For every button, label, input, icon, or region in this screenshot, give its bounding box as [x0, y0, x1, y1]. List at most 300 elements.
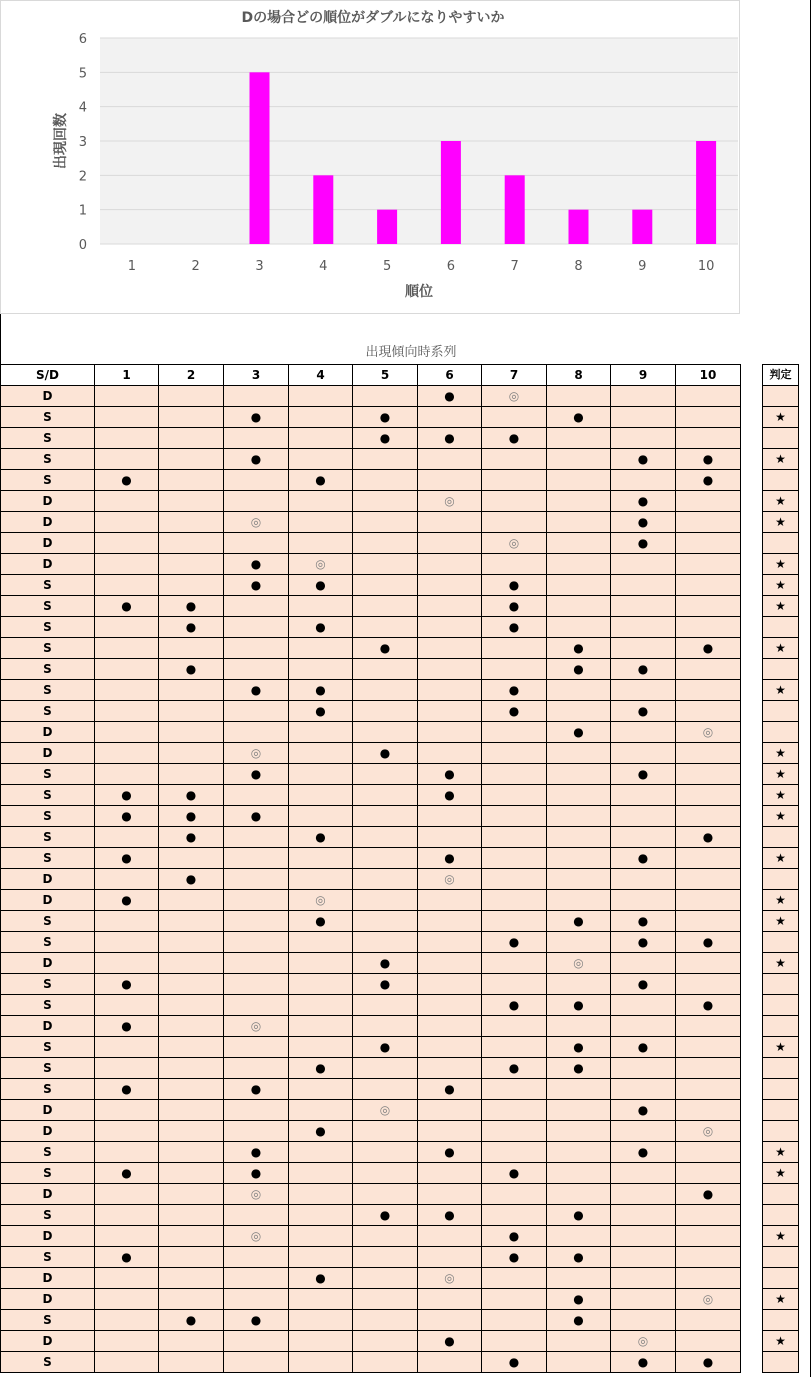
rank-cell — [159, 932, 224, 953]
dot-mark: ● — [95, 1163, 159, 1184]
double-mark: ◎ — [482, 386, 547, 407]
table-row — [1, 1268, 741, 1289]
rank-cell — [418, 575, 482, 596]
rank-cell — [224, 659, 289, 680]
bar — [696, 141, 716, 244]
star-mark: ★ — [763, 1289, 799, 1310]
rank-cell — [418, 932, 482, 953]
judge-cell — [763, 428, 799, 449]
double-mark: ◎ — [224, 1226, 289, 1247]
dot-mark: ● — [95, 806, 159, 827]
rank-cell — [676, 428, 741, 449]
dot-mark: ● — [418, 1205, 482, 1226]
rank-cell — [676, 1037, 741, 1058]
sd-cell: S — [1, 428, 95, 449]
rank-cell — [159, 848, 224, 869]
x-axis-label: 順位 — [405, 284, 433, 300]
rank-cell — [224, 953, 289, 974]
rank-cell — [224, 1352, 289, 1373]
table-row — [1, 1142, 741, 1163]
double-mark: ◎ — [353, 1100, 418, 1121]
bar — [632, 210, 652, 244]
table-row — [1, 596, 741, 617]
rank-cell — [159, 638, 224, 659]
table-row — [1, 827, 741, 848]
rank-cell — [224, 869, 289, 890]
rank-cell — [611, 1289, 676, 1310]
rank-cell — [547, 596, 611, 617]
rank-cell — [289, 764, 353, 785]
rank-cell — [95, 1205, 159, 1226]
dot-mark: ● — [159, 869, 224, 890]
table-row — [1, 1226, 741, 1247]
table-row — [1, 974, 741, 995]
rank-cell — [289, 932, 353, 953]
rank-cell — [95, 1037, 159, 1058]
sd-cell: S — [1, 1205, 95, 1226]
star-mark: ★ — [763, 1331, 799, 1352]
rank-cell — [224, 974, 289, 995]
star-mark: ★ — [763, 407, 799, 428]
sd-cell: S — [1, 575, 95, 596]
judge-row — [763, 1352, 799, 1373]
rank-cell — [547, 617, 611, 638]
dot-mark: ● — [676, 470, 741, 491]
sd-cell: S — [1, 932, 95, 953]
judge-row — [763, 512, 799, 533]
rank-cell — [418, 1226, 482, 1247]
table-row — [1, 995, 741, 1016]
rank-cell — [95, 701, 159, 722]
dot-mark: ● — [547, 1058, 611, 1079]
dot-mark: ● — [482, 428, 547, 449]
rank-cell — [95, 386, 159, 407]
dot-mark: ● — [159, 827, 224, 848]
rank-cell — [353, 1079, 418, 1100]
rank-cell — [95, 554, 159, 575]
rank-cell — [224, 1331, 289, 1352]
sd-cell: S — [1, 1163, 95, 1184]
sd-cell: S — [1, 1142, 95, 1163]
rank-cell — [418, 743, 482, 764]
dot-mark: ● — [547, 911, 611, 932]
table-row — [1, 617, 741, 638]
star-mark: ★ — [763, 596, 799, 617]
table-row — [1, 1037, 741, 1058]
dot-mark: ● — [611, 1142, 676, 1163]
judge-row — [763, 680, 799, 701]
rank-cell — [159, 974, 224, 995]
rank-cell — [676, 512, 741, 533]
dot-mark: ● — [676, 995, 741, 1016]
rank-cell — [289, 1331, 353, 1352]
rank-cell — [547, 1163, 611, 1184]
rank-cell — [482, 1121, 547, 1142]
rank-cell — [353, 575, 418, 596]
rank-cell — [95, 764, 159, 785]
header-rank: 1 — [95, 365, 159, 386]
dot-mark: ● — [224, 449, 289, 470]
judge-cell — [763, 1247, 799, 1268]
rank-cell — [353, 449, 418, 470]
dot-mark: ● — [482, 596, 547, 617]
dot-mark: ● — [353, 953, 418, 974]
star-mark: ★ — [763, 1163, 799, 1184]
rank-cell — [95, 575, 159, 596]
rank-cell — [611, 722, 676, 743]
rank-cell — [482, 953, 547, 974]
rank-cell — [353, 1289, 418, 1310]
rank-cell — [159, 1100, 224, 1121]
rank-cell — [224, 617, 289, 638]
dot-mark: ● — [224, 575, 289, 596]
star-mark: ★ — [763, 785, 799, 806]
rank-cell — [611, 890, 676, 911]
dot-mark: ● — [547, 722, 611, 743]
rank-cell — [289, 722, 353, 743]
rank-cell — [95, 617, 159, 638]
dot-mark: ● — [547, 1310, 611, 1331]
rank-cell — [418, 512, 482, 533]
rank-cell — [95, 1121, 159, 1142]
judge-row — [763, 1184, 799, 1205]
rank-cell — [353, 512, 418, 533]
rank-cell — [547, 1121, 611, 1142]
rank-cell — [353, 1058, 418, 1079]
sd-cell: D — [1, 743, 95, 764]
rank-cell — [159, 1037, 224, 1058]
x-tick-label: 4 — [319, 259, 328, 274]
dot-mark: ● — [676, 1352, 741, 1373]
rank-cell — [611, 1184, 676, 1205]
judge-cell — [763, 470, 799, 491]
y-tick-label: 6 — [78, 32, 87, 47]
dot-mark: ● — [482, 617, 547, 638]
table-row — [1, 1163, 741, 1184]
rank-cell — [159, 1289, 224, 1310]
judge-row — [763, 554, 799, 575]
rank-cell — [418, 1163, 482, 1184]
star-mark: ★ — [763, 491, 799, 512]
judge-cell — [763, 659, 799, 680]
rank-cell — [353, 680, 418, 701]
table-row — [1, 659, 741, 680]
rank-cell — [159, 1058, 224, 1079]
rank-cell — [159, 1163, 224, 1184]
y-tick-label: 5 — [78, 66, 87, 82]
sd-cell: S — [1, 1247, 95, 1268]
star-mark: ★ — [763, 1037, 799, 1058]
rank-cell — [418, 1037, 482, 1058]
sd-cell: S — [1, 995, 95, 1016]
rank-cell — [482, 470, 547, 491]
rank-cell — [95, 1184, 159, 1205]
rank-cell — [482, 1037, 547, 1058]
rank-cell — [224, 995, 289, 1016]
bar — [441, 141, 461, 244]
rank-cell — [547, 827, 611, 848]
x-tick-label: 3 — [255, 259, 264, 274]
rank-cell — [676, 806, 741, 827]
sd-cell: S — [1, 974, 95, 995]
rank-cell — [418, 470, 482, 491]
rank-cell — [353, 1310, 418, 1331]
rank-cell — [289, 428, 353, 449]
judge-row — [763, 974, 799, 995]
judge-cell — [763, 701, 799, 722]
dot-mark: ● — [418, 785, 482, 806]
sd-cell: S — [1, 659, 95, 680]
rank-cell — [224, 1037, 289, 1058]
dot-mark: ● — [224, 1079, 289, 1100]
rank-cell — [611, 743, 676, 764]
rank-cell — [224, 491, 289, 512]
judge-cell — [763, 827, 799, 848]
rank-cell — [547, 1226, 611, 1247]
rank-cell — [482, 638, 547, 659]
rank-cell — [159, 428, 224, 449]
dot-mark: ● — [95, 890, 159, 911]
rank-cell — [482, 869, 547, 890]
rank-cell — [95, 1331, 159, 1352]
double-mark: ◎ — [547, 953, 611, 974]
dot-mark: ● — [224, 680, 289, 701]
rank-cell — [95, 512, 159, 533]
bar — [313, 175, 333, 244]
rank-cell — [159, 407, 224, 428]
dot-mark: ● — [418, 1331, 482, 1352]
judge-row — [763, 1331, 799, 1352]
rank-cell — [547, 491, 611, 512]
double-mark: ◎ — [676, 722, 741, 743]
rank-cell — [676, 1247, 741, 1268]
judge-cell — [763, 1310, 799, 1331]
rank-cell — [95, 680, 159, 701]
judge-row — [763, 1205, 799, 1226]
star-mark: ★ — [763, 449, 799, 470]
judge-row — [763, 386, 799, 407]
rank-cell — [159, 491, 224, 512]
rank-cell — [482, 1268, 547, 1289]
judge-row — [763, 890, 799, 911]
rank-cell — [95, 407, 159, 428]
rank-cell — [418, 1184, 482, 1205]
rank-cell — [353, 1163, 418, 1184]
x-tick-label: 6 — [446, 259, 456, 274]
dot-mark: ● — [289, 680, 353, 701]
rank-cell — [224, 1289, 289, 1310]
rank-cell — [482, 1205, 547, 1226]
dot-mark: ● — [353, 1205, 418, 1226]
rank-cell — [289, 1016, 353, 1037]
dot-mark: ● — [482, 1163, 547, 1184]
judge-row — [763, 1163, 799, 1184]
dot-mark: ● — [482, 680, 547, 701]
judge-cell — [763, 386, 799, 407]
rank-cell — [159, 1205, 224, 1226]
rank-cell — [547, 449, 611, 470]
judge-header-row — [763, 365, 799, 386]
header-rank: 4 — [289, 365, 353, 386]
rank-cell — [676, 1016, 741, 1037]
judge-row — [763, 491, 799, 512]
judge-cell — [763, 1058, 799, 1079]
judge-row — [763, 806, 799, 827]
sd-cell: S — [1, 1058, 95, 1079]
rank-cell — [418, 827, 482, 848]
double-mark: ◎ — [418, 491, 482, 512]
rank-cell — [224, 638, 289, 659]
rank-cell — [676, 680, 741, 701]
sd-cell: S — [1, 596, 95, 617]
rank-cell — [289, 1163, 353, 1184]
rank-cell — [482, 785, 547, 806]
rank-cell — [611, 995, 676, 1016]
dot-mark: ● — [482, 1058, 547, 1079]
dot-mark: ● — [224, 764, 289, 785]
rank-cell — [547, 806, 611, 827]
rank-cell — [611, 596, 676, 617]
sd-cell: D — [1, 386, 95, 407]
rank-cell — [289, 953, 353, 974]
dot-mark: ● — [482, 1352, 547, 1373]
judge-row — [763, 533, 799, 554]
rank-cell — [482, 974, 547, 995]
sd-cell: D — [1, 554, 95, 575]
rank-cell — [289, 1184, 353, 1205]
sd-cell: S — [1, 638, 95, 659]
judge-row — [763, 575, 799, 596]
dot-mark: ● — [547, 1037, 611, 1058]
rank-cell — [547, 974, 611, 995]
table-row — [1, 764, 741, 785]
rank-cell — [611, 869, 676, 890]
table-row — [1, 491, 741, 512]
header-rank: 10 — [676, 365, 741, 386]
rank-cell — [611, 1268, 676, 1289]
table-row — [1, 1289, 741, 1310]
rank-cell — [482, 848, 547, 869]
rank-cell — [353, 617, 418, 638]
table-row — [1, 722, 741, 743]
rank-cell — [482, 806, 547, 827]
dot-mark: ● — [482, 995, 547, 1016]
table-row — [1, 1079, 741, 1100]
table-row — [1, 911, 741, 932]
sd-cell: D — [1, 1121, 95, 1142]
rank-cell — [676, 1331, 741, 1352]
rank-cell — [547, 386, 611, 407]
rank-cell — [159, 533, 224, 554]
table-row — [1, 680, 741, 701]
rank-cell — [224, 722, 289, 743]
sd-cell: S — [1, 806, 95, 827]
judge-table — [762, 364, 799, 1373]
x-tick-label: 2 — [191, 259, 200, 274]
dot-mark: ● — [676, 932, 741, 953]
rank-cell — [289, 995, 353, 1016]
star-mark: ★ — [763, 743, 799, 764]
rank-cell — [676, 953, 741, 974]
dot-mark: ● — [289, 701, 353, 722]
dot-mark: ● — [224, 554, 289, 575]
table-row — [1, 449, 741, 470]
rank-cell — [289, 1310, 353, 1331]
rank-cell — [611, 1058, 676, 1079]
dot-mark: ● — [547, 1247, 611, 1268]
rank-cell — [482, 659, 547, 680]
rank-cell — [95, 659, 159, 680]
dot-mark: ● — [418, 386, 482, 407]
sd-cell: D — [1, 869, 95, 890]
rank-cell — [611, 1079, 676, 1100]
judge-cell — [763, 1184, 799, 1205]
star-mark: ★ — [763, 848, 799, 869]
judge-row — [763, 659, 799, 680]
dot-mark: ● — [159, 1310, 224, 1331]
rank-cell — [353, 1352, 418, 1373]
rank-cell — [482, 1310, 547, 1331]
rank-cell — [353, 1247, 418, 1268]
rank-cell — [482, 1331, 547, 1352]
judge-cell — [763, 974, 799, 995]
rank-cell — [547, 1184, 611, 1205]
bar-chart — [1, 1, 741, 315]
table-row — [1, 1121, 741, 1142]
rank-cell — [676, 533, 741, 554]
rank-cell — [547, 932, 611, 953]
y-tick-label: 3 — [78, 135, 87, 150]
star-mark: ★ — [763, 764, 799, 785]
rank-cell — [676, 1100, 741, 1121]
sd-cell: S — [1, 764, 95, 785]
rank-cell — [95, 1142, 159, 1163]
rank-cell — [547, 1352, 611, 1373]
dot-mark: ● — [418, 848, 482, 869]
sd-cell: S — [1, 848, 95, 869]
judge-row — [763, 701, 799, 722]
judge-row — [763, 743, 799, 764]
rank-cell — [418, 449, 482, 470]
rank-cell — [676, 785, 741, 806]
sd-cell: D — [1, 1016, 95, 1037]
sd-cell: S — [1, 911, 95, 932]
dot-mark: ● — [418, 1142, 482, 1163]
sd-cell: D — [1, 491, 95, 512]
judge-header: 判定 — [763, 365, 799, 386]
rank-cell — [418, 806, 482, 827]
table-row — [1, 1016, 741, 1037]
rank-cell — [418, 1016, 482, 1037]
judge-cell — [763, 995, 799, 1016]
rank-cell — [353, 806, 418, 827]
star-mark: ★ — [763, 1226, 799, 1247]
double-mark: ◎ — [482, 533, 547, 554]
rank-cell — [676, 974, 741, 995]
rank-cell — [676, 764, 741, 785]
dot-mark: ● — [611, 848, 676, 869]
rank-cell — [418, 1352, 482, 1373]
dot-mark: ● — [95, 1247, 159, 1268]
rank-cell — [611, 386, 676, 407]
rank-cell — [159, 722, 224, 743]
rank-cell — [482, 1184, 547, 1205]
judge-row — [763, 995, 799, 1016]
table-row — [1, 575, 741, 596]
judge-row — [763, 1226, 799, 1247]
dot-mark: ● — [676, 638, 741, 659]
rank-cell — [95, 1310, 159, 1331]
